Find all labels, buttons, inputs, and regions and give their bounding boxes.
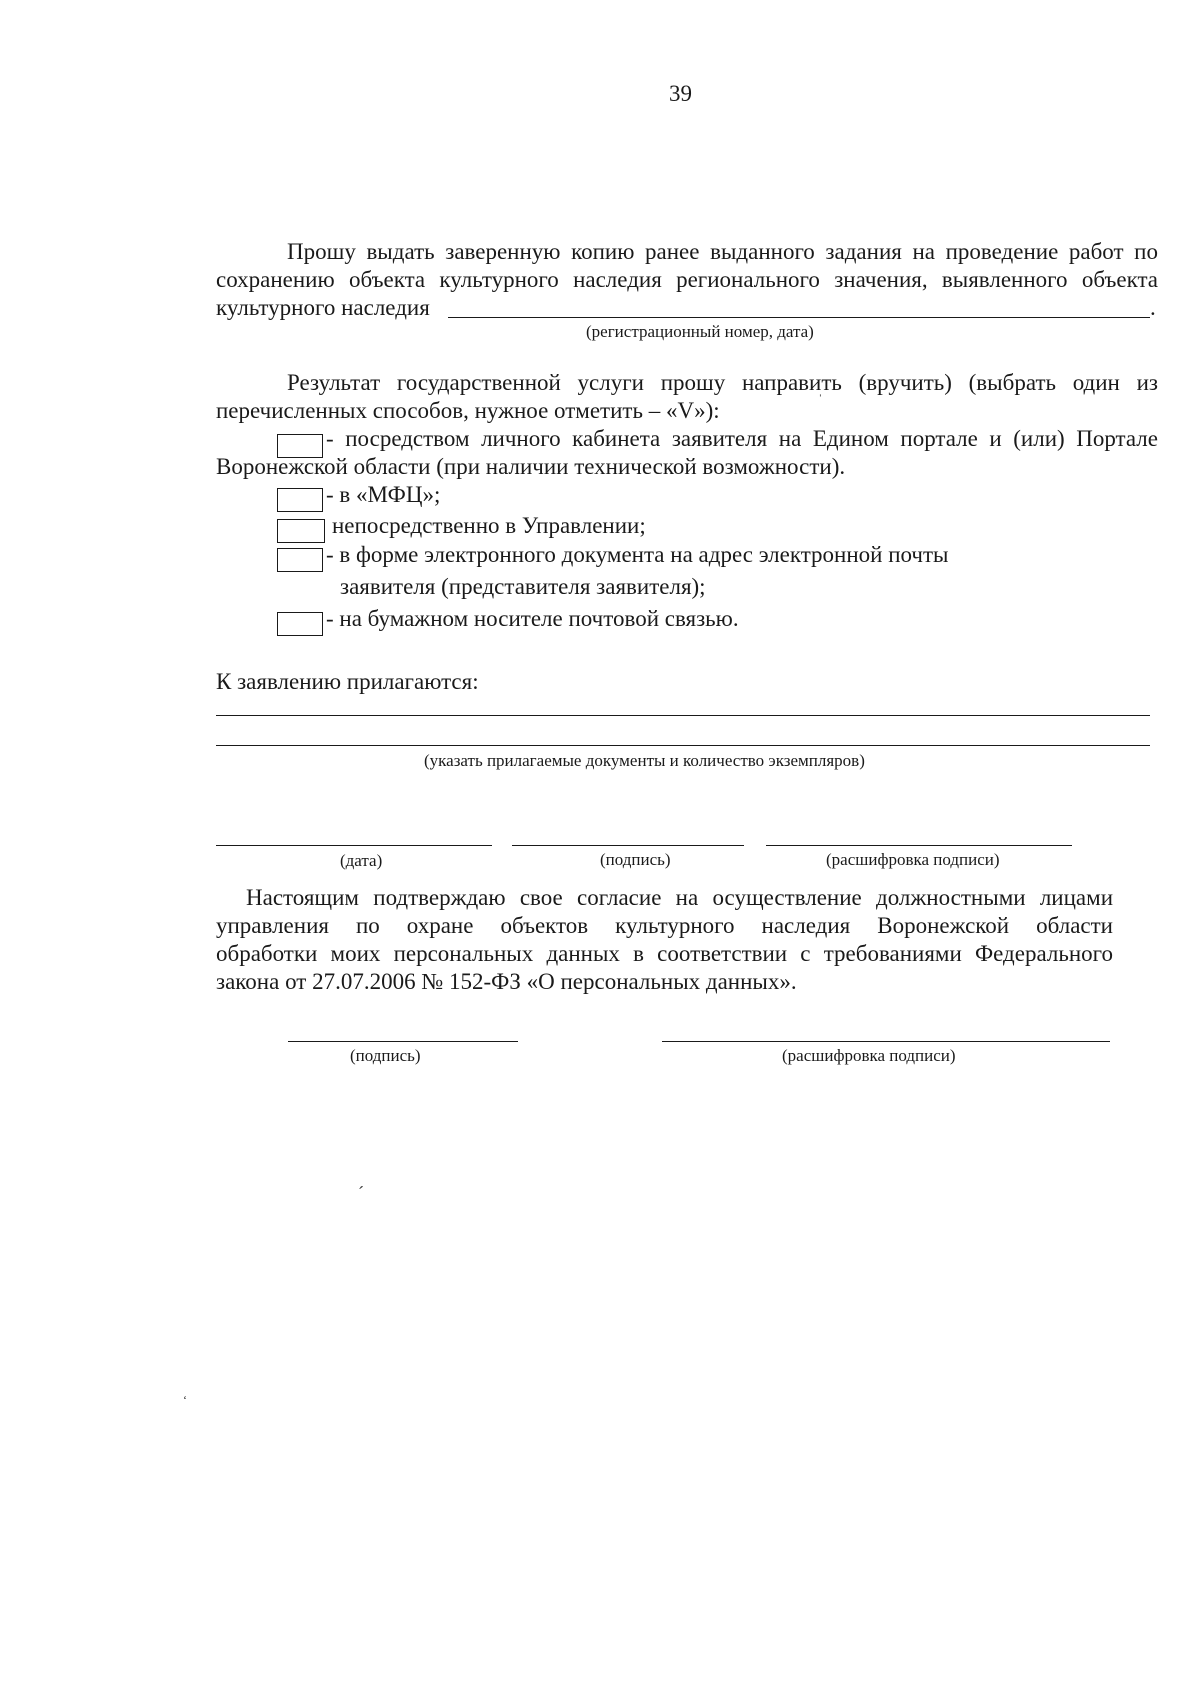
signature-decoding-caption: (расшифровка подписи): [826, 850, 1000, 869]
result-line-2: перечисленных способов, нужное отметить – «V»):: [216, 398, 720, 423]
consent-decoding-field[interactable]: [662, 1041, 1110, 1042]
option-email-label-cont: заявителя (представителя заявителя);: [340, 574, 706, 599]
consent-signature-field[interactable]: [288, 1041, 518, 1042]
attachments-caption: (указать прилагаемые документы и количество экземпляров): [424, 751, 865, 770]
attachments-line-1[interactable]: [216, 715, 1150, 716]
stray-mark: ˊ: [358, 1183, 364, 1203]
option-checkbox-post[interactable]: [277, 612, 323, 636]
registration-caption: (регистрационный номер, дата): [586, 322, 814, 341]
attachments-line-2[interactable]: [216, 745, 1150, 746]
consent-decoding-caption: (расшифровка подписи): [782, 1046, 956, 1065]
consent-line-3: обработки моих персональных данных в соответствии с требованиями Федерального: [216, 941, 1113, 966]
date-caption: (дата): [340, 851, 383, 870]
option-post-label: - на бумажном носителе почтовой связью.: [326, 606, 739, 631]
consent-line-2: управления по охране объектов культурного наследия Воронежской области: [216, 913, 1113, 938]
option-checkbox-office[interactable]: [277, 519, 325, 543]
request-line-2: сохранению объекта культурного наследия регионального значения, выявленного объекта: [216, 267, 1158, 292]
option-checkbox-mfc[interactable]: [277, 488, 323, 512]
signature-field[interactable]: [512, 845, 744, 846]
option-email-label: - в форме электронного документа на адрес электронной почты: [326, 542, 949, 567]
request-line-3-end: .: [1150, 295, 1156, 320]
signature-decoding-field[interactable]: [766, 845, 1072, 846]
option-portal-label: - посредством личного кабинета заявителя на Едином портале и (или) Портале: [326, 426, 1158, 451]
attachments-label: К заявлению прилагаются:: [216, 669, 479, 694]
option-mfc-label: - в «МФЦ»;: [326, 482, 441, 507]
option-portal-label-cont: Воронежской области (при наличии технической возможности).: [216, 454, 846, 479]
result-line-1: Результат государственной услуги прошу направить (вручить) (выбрать один из: [287, 370, 1158, 395]
stray-mark: ˈ: [818, 393, 823, 408]
page-number: 39: [669, 81, 692, 106]
consent-line-1: Настоящим подтверждаю свое согласие на осуществление должностными лицами: [246, 885, 1113, 910]
registration-number-field[interactable]: [448, 317, 1150, 318]
consent-line-4: закона от 27.07.2006 № 152-ФЗ «О персональных данных».: [216, 969, 797, 994]
signature-caption: (подпись): [600, 850, 671, 869]
consent-signature-caption: (подпись): [350, 1046, 421, 1065]
stray-mark: ʻ: [183, 1393, 187, 1407]
option-checkbox-email[interactable]: [277, 548, 323, 572]
date-field[interactable]: [216, 845, 492, 846]
request-line-3: культурного наследия: [216, 295, 430, 320]
request-line-1: Прошу выдать заверенную копию ранее выданного задания на проведение работ по: [287, 239, 1158, 264]
option-office-label: непосредственно в Управлении;: [332, 513, 646, 538]
